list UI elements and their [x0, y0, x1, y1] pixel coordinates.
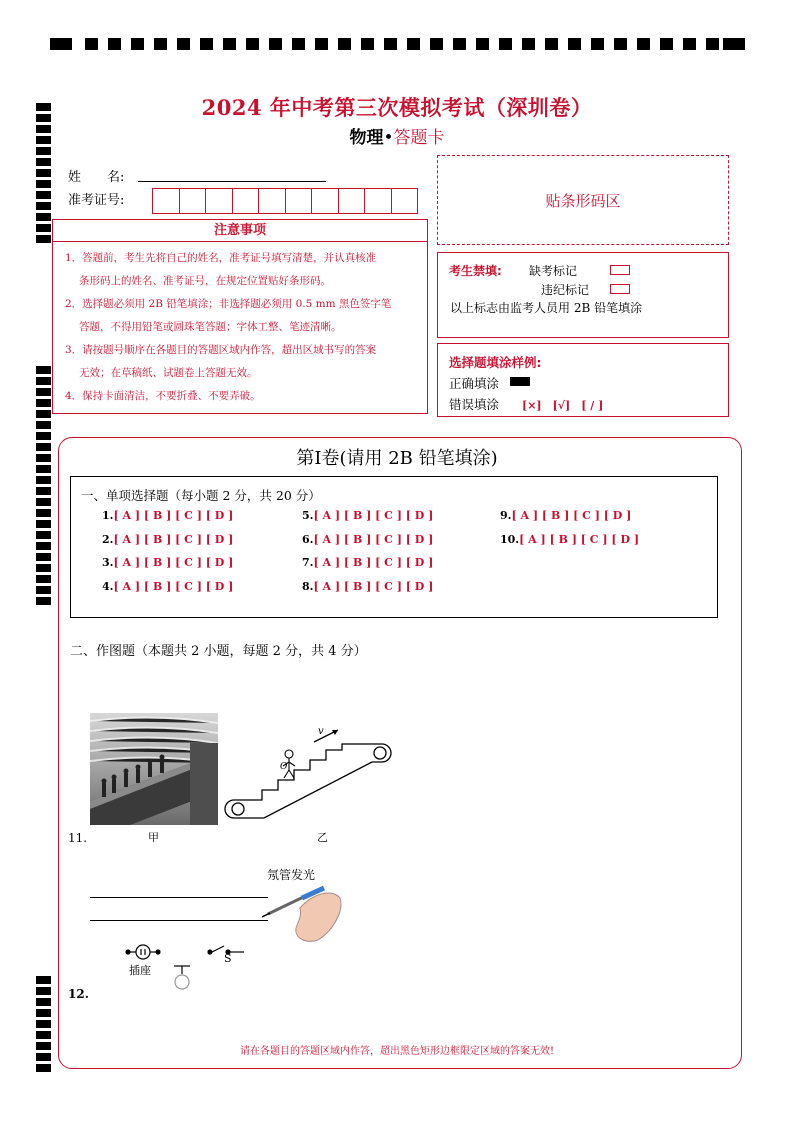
notice-item: 1．答题前，考生先将自己的姓名，准考证号填写清楚，并认真核准 [65, 252, 377, 264]
page-title: 2024 年中考第三次模拟考试（深圳卷） [201, 95, 593, 120]
timing-mark [36, 366, 51, 374]
figure-a-label: 甲 [148, 831, 159, 844]
timing-mark [36, 224, 51, 232]
id-label: 准考证号: [68, 193, 125, 208]
timing-mark [36, 553, 51, 561]
escalator-diagram [222, 722, 394, 822]
timing-mark [36, 421, 51, 429]
timing-mark [36, 399, 51, 407]
notice-item: 3．请按题号顺序在各题目的答题区域内作答，超出区域书写的答案 [65, 344, 377, 356]
timing-mark [36, 498, 51, 506]
wrong-label: 错误填涂 [449, 397, 500, 412]
timing-mark [36, 487, 51, 495]
forbid-label: 考生禁填: [449, 264, 502, 278]
test-pen-hand-icon [262, 878, 344, 948]
timing-mark [36, 575, 51, 583]
live-wire [90, 897, 268, 898]
timing-mark [36, 213, 51, 221]
timing-mark [36, 202, 51, 210]
timing-mark [36, 998, 51, 1006]
name-field[interactable] [138, 181, 326, 182]
timing-mark [36, 1020, 51, 1028]
notice-item: 条形码上的姓名、准考证号，在规定位置贴好条形码。 [79, 275, 331, 287]
switch-label: S [224, 952, 232, 965]
mc-question-4[interactable]: 4.[ A ] [ B ] [ C ] [ D ] [102, 580, 234, 593]
mc-answer-box [70, 476, 718, 618]
question-12-number: 12. [68, 987, 89, 1001]
timing-mark [36, 169, 51, 177]
section1-title: 第Ⅰ卷(请用 2B 铅笔填涂) [296, 448, 498, 469]
wrong-fill-samples: [×] [√] [ / ] [522, 399, 604, 412]
timing-mark [36, 597, 51, 605]
violation-mark-box[interactable] [610, 284, 630, 294]
timing-mark [36, 509, 51, 517]
section2-title: 二、作图题（本题共 2 小题，每题 2 分，共 4 分） [70, 644, 367, 659]
notice-item: 无效；在草稿纸、试题卷上答题无效。 [79, 367, 258, 379]
exam-id-boxes[interactable] [152, 188, 418, 214]
correct-label: 正确填涂 [449, 376, 500, 391]
mc-question-8[interactable]: 8.[ A ] [ B ] [ C ] [ D ] [302, 580, 434, 593]
timing-mark [36, 987, 51, 995]
question-11-number: 11. [68, 831, 88, 845]
neutral-wire [90, 920, 268, 921]
timing-mark [36, 388, 51, 396]
timing-mark [36, 976, 51, 984]
mc-subtitle: 一、单项选择题（每小题 2 分，共 20 分） [81, 488, 321, 503]
timing-mark [36, 1009, 51, 1017]
mc-question-7[interactable]: 7.[ A ] [ B ] [ C ] [ D ] [302, 556, 434, 569]
figure-b-label: 乙 [317, 831, 328, 844]
notice-item: 4．保持卡面清洁，不要折叠、不要弄破。 [65, 390, 261, 402]
mc-question-5[interactable]: 5.[ A ] [ B ] [ C ] [ D ] [302, 509, 434, 522]
mc-question-6[interactable]: 6.[ A ] [ B ] [ C ] [ D ] [302, 533, 434, 546]
timing-mark [36, 476, 51, 484]
page-subtitle: 物理•答题卡 [349, 128, 445, 148]
neon-label: 氖管发光 [267, 868, 316, 882]
timing-mark [36, 235, 51, 243]
fill-sample-box [437, 343, 729, 417]
subject-name: 物理 [349, 128, 384, 148]
timing-mark [36, 586, 51, 594]
mc-question-1[interactable]: 1.[ A ] [ B ] [ C ] [ D ] [102, 509, 234, 522]
timing-mark [36, 520, 51, 528]
violation-label: 违纪标记 [541, 283, 590, 297]
socket-label: 插座 [129, 964, 151, 977]
forbid-note: 以上标志由监考人员用 2B 铅笔填涂 [450, 301, 643, 315]
mc-question-10[interactable]: 10.[ A ] [ B ] [ C ] [ D ] [500, 533, 640, 546]
timing-mark [36, 542, 51, 550]
timing-mark [36, 1031, 51, 1039]
velocity-label: v [318, 726, 324, 737]
timing-mark [36, 191, 51, 199]
mc-question-2[interactable]: 2.[ A ] [ B ] [ C ] [ D ] [102, 533, 234, 546]
barcode-area: 贴条形码区 [437, 155, 729, 245]
card-label: 答题卡 [393, 128, 445, 148]
timing-mark [36, 158, 51, 166]
timing-mark [36, 1064, 51, 1072]
absent-mark-box[interactable] [610, 265, 630, 275]
absent-label: 缺考标记 [529, 264, 578, 278]
timing-mark [36, 410, 51, 418]
sample-label: 选择题填涂样例: [449, 355, 542, 370]
mc-question-9[interactable]: 9.[ A ] [ B ] [ C ] [ D ] [500, 509, 632, 522]
escalator-photo [90, 713, 218, 825]
timing-mark [36, 147, 51, 155]
notice-item: 答题，不得用铅笔或圆珠笔答题；字体工整、笔迹清晰。 [79, 321, 342, 333]
notice-item: 2．选择题必须用 2B 铅笔填涂；非选择题必须用 0.5 mm 黑色签字笔 [65, 298, 392, 310]
center-o-label: O [280, 762, 288, 772]
name-label: 姓 名: [68, 170, 125, 185]
timing-mark [36, 377, 51, 385]
notice-box [52, 219, 428, 414]
timing-mark [36, 531, 51, 539]
timing-mark [36, 432, 51, 440]
footer-warning: 请在各题目的答题区域内作答，超出黑色矩形边框限定区域的答案无效! [239, 1046, 555, 1057]
invigilator-box [437, 252, 729, 338]
timing-mark [36, 564, 51, 572]
timing-marks-top [50, 38, 745, 50]
mc-question-3[interactable]: 3.[ A ] [ B ] [ C ] [ D ] [102, 556, 234, 569]
timing-mark [36, 180, 51, 188]
notice-heading: 注意事项 [53, 220, 427, 242]
correct-fill-sample [510, 377, 530, 386]
